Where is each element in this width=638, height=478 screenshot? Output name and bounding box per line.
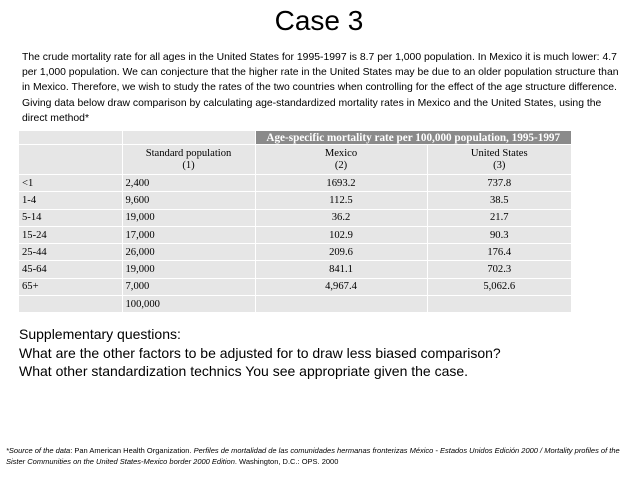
table-column-header-row [19, 145, 571, 175]
col-header-age [19, 145, 122, 175]
us-rate-cell: 5,062.6 [427, 278, 571, 295]
us-rate-cell: 90.3 [427, 226, 571, 243]
mexico-rate-cell: 1693.2 [255, 175, 427, 192]
table-row [19, 261, 571, 278]
mexico-rate-cell: 841.1 [255, 261, 427, 278]
table-span-header-row [19, 131, 571, 145]
age-group-cell: 15-24 [19, 226, 122, 243]
standard-population-cell: 7,000 [122, 278, 255, 295]
table-row [19, 209, 571, 226]
standard-population-total: 100,000 [122, 296, 255, 313]
standard-population-cell: 26,000 [122, 244, 255, 261]
table-row [19, 244, 571, 261]
mexico-rate-cell: 102.9 [255, 226, 427, 243]
table-total-row [19, 296, 571, 313]
table-row [19, 226, 571, 243]
table-row [19, 175, 571, 192]
supplementary-questions [19, 325, 629, 381]
us-rate-cell: 702.3 [427, 261, 571, 278]
mexico-rate-cell: 112.5 [255, 192, 427, 209]
standard-population-cell: 19,000 [122, 209, 255, 226]
mexico-rate-cell: 4,967.4 [255, 278, 427, 295]
age-group-cell: <1 [19, 175, 122, 192]
age-group-cell: 45-64 [19, 261, 122, 278]
standard-population-cell: 9,600 [122, 192, 255, 209]
standard-population-cell: 2,400 [122, 175, 255, 192]
us-rate-cell: 38.5 [427, 192, 571, 209]
mexico-rate-cell: 209.6 [255, 244, 427, 261]
us-rate-cell: 176.4 [427, 244, 571, 261]
table-row [19, 192, 571, 209]
mexico-rate-cell: 36.2 [255, 209, 427, 226]
case-description: The crude mortality rate for all ages in the United States for 1995-1997 is 8.7 per 1,000 population. In Mexico it is much lower: 4.7 per 1,000 population. We can conjecture that the higher rate in the United States may be due to an older population structure than in Mexico. Therefore, we wish to study the rates of the two countries when controlling for the effect of the age structure difference. Giving data below draw comparison by calculating age-standardized mortality rates in Mexico and the United States, using the direct method* [22, 52, 619, 124]
table-row [19, 278, 571, 295]
source-footnote: *Source of the data: Pan American Health Organization. Perfiles de mortalidad de las comunidades hermanas fronterizas México - Estados Unidos Edición 2000 / Mortality profiles of the Sister Communities on the United States-Mexico border 2000 Edition. Washington, D.C.: OPS. 2000 [6, 446, 620, 466]
age-group-cell: 65+ [19, 278, 122, 295]
us-rate-cell: 21.7 [427, 209, 571, 226]
slide-title: Case 3 [274, 5, 364, 36]
age-group-cell: 1-4 [19, 192, 122, 209]
standard-population-cell: 17,000 [122, 226, 255, 243]
age-group-cell: 25-44 [19, 244, 122, 261]
standard-population-cell: 19,000 [122, 261, 255, 278]
col-header-united-states: United States (3) [427, 145, 571, 175]
mortality-table [19, 131, 571, 313]
us-rate-cell: 737.8 [427, 175, 571, 192]
col-header-standard-population: Standard population (1) [122, 145, 255, 175]
col-header-mexico: Mexico (2) [255, 145, 427, 175]
span-header: Age-specific mortality rate per 100,000 population, 1995-1997 [255, 131, 571, 145]
supplementary-heading: Supplementary questions: [19, 326, 181, 342]
question-2: What other standardization technics You see appropriate given the case. [19, 363, 469, 380]
question-1: What are the other factors to be adjusted for to draw less biased comparison? [19, 344, 501, 361]
age-group-cell: 5-14 [19, 209, 122, 226]
